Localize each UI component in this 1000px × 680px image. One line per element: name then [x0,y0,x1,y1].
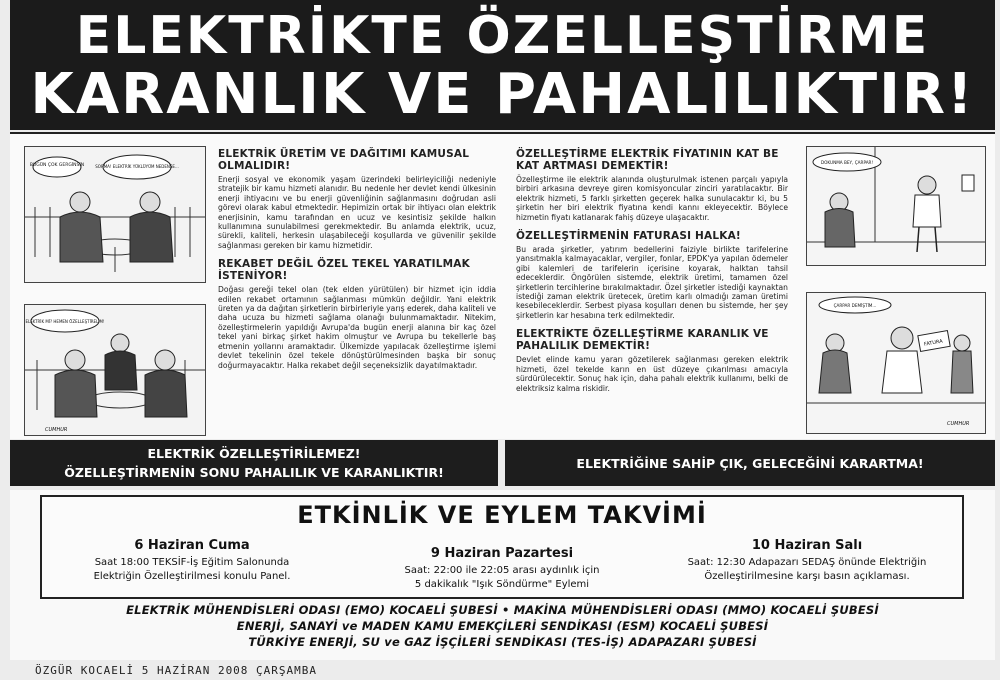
event-detail: Saat 18:00 TEKSİF-İş Eğitim Salonunda [94,557,290,568]
event-detail: Elektriğin Özelleştirilmesi konulu Panel. [93,571,291,582]
section-body: Devlet elinde kamu yararı gözetilerek sağlanması gereken elektrik hizmeti, özel tekelde karın en üst düzeye çıkarılması amacıyla sürdürülecektir. Sonuç hak için, daha pahalı elektrik kullanımı, belki de elektriksiz kalma riskidir. [516,355,788,393]
section-heading: REKABET DEĞİL ÖZEL TEKEL YARATILMAK İSTENİYOR! [218,258,470,283]
event-calendar-box [40,495,964,599]
cartoonist-signature: CUMHUR [947,421,970,427]
article-section [218,258,496,370]
organizer-line: ELEKTRİK MÜHENDİSLERİ ODASI (EMO) KOCAELİ ŞUBESİ • MAKİNA MÜHENDİSLERİ ODASI (MMO) KOCAELİ ŞUBESİ [126,603,879,617]
article-section [516,230,788,320]
event-date: 6 Haziran Cuma [134,538,250,553]
cartoon-bottom-right [806,292,986,434]
bubble-text: BUGÜN ÇOK GERGİNSİN [29,163,85,168]
slogan-line: ELEKTRİĞİNE SAHİP ÇIK, GELECEĞİNİ KARARTMA! [576,455,924,471]
slogan-banner-left [10,440,498,486]
article-section [218,148,496,250]
cartoon-drawing [807,293,985,433]
cartoonist-signature: CUMHUR [45,427,68,433]
cartoon-top-left [24,146,206,283]
cartoon-drawing [25,147,205,282]
section-heading: ÖZELLEŞTİRME ELEKTRİK FİYATININ KAT BE KAT ARTMASI DEMEKTİR! [516,148,779,172]
event-detail: Saat: 22:00 ile 22:05 arası aydınlık için [404,565,600,576]
event-date: 9 Haziran Pazartesi [430,546,574,561]
slogan-line: ELEKTRİK ÖZELLEŞTİRİLEMEZ! [147,446,361,461]
organizer-line: TÜRKİYE ENERJİ, SU ve GAZ İŞÇİLERİ SENDİKASI (TES-İŞ) ADAPAZARI ŞUBESİ [248,635,757,649]
event-detail: 5 dakikalık "Işık Söndürme" Eylemi [414,579,590,590]
cartoon-drawing [25,305,205,435]
section-body: Bu arada şirketler, yatırım bedellerini faiziyle birlikte tarifelerine yansıtmakla kalmayacaklar, vergiler, fonlar, EPDK'ya yapılan ödemeler gibi kalemleri de tarifelerin içerisine koyarak, halktan tahsil edeceklerdir. Öngörülen sistemde, elektrik üretimi, tamamen özel şirketlerin tercihlerine bırakılmaktadır. Özel şirketler istediği kaynaktan istediği zaman elektrik üretecek, üretim karlı olmadığı zaman üretimi kesebileceklerdir. Serbest piyasa koşulları denen bu sistemde, her şey şirketlerin kar hesabına terk edilmektedir. [516,245,788,320]
event-item [52,539,332,584]
section-heading: ELEKTRİK ÜRETİM VE DAĞITIMI KAMUSAL OLMALIDIR! [218,148,470,172]
headline-line-2: KARANLIK VE PAHALILIKTIR! [30,62,975,127]
bubble-text: SORMA! ELEKTRİK YÜKLÜYÜM NEDENSE... [95,164,179,169]
section-body: Enerji sosyal ve ekonomik yaşam üzerindeki belirleyiciliği nedeniyle stratejik bir kamu hizmeti alanıdır. Bu nedenle her devlet kendi ülkesinin enerji ihtiyacını ve bu enerji güvenliğinin sağlanmasını doğrudan asli görevi olarak kabul etmektedir. Hepimizin ortak bir ihtiyacı olan elektrik enerjisinin, kamu tarafından en ucuz ve kesintisiz şekilde halkın kullanımına sunulabilmesi gerekmektedir. Bu anlamda elektrik, ucuz, sürekli, kaliteli, herkesin ulaşabileceği koşullarda ve güvenilir şekilde sağlanması gereken bir kamu hizmetidir. [218,175,496,250]
right-text-column [516,148,788,401]
handwritten-source-note: ÖZGÜR KOCAELİ 5 HAZİRAN 2008 ÇARŞAMBA [35,664,318,677]
event-detail: Saat: 12:30 Adapazarı SEDAŞ önünde Elektriğin [687,557,927,568]
section-body: Özelleştirme ile elektrik alanında oluşturulmak istenen parçalı yapıyla birbiri arkasına devreye giren komisyoncular zinciri yaratılacaktır. Bir elektrik hizmeti, 5 farklı şirketten geçerek halka sunulacaktır ki, bu 5 şirketin her biri elektrik fiyatına kendi kannı ekleyecektir. Böylece hizmetin fiyatı katlanarak fahiş düzeye ulaşacaktır. [516,175,788,222]
bubble-text: ÇARPAR DEMİŞTİM... [833,303,877,308]
headline-line-1: ELEKTRİKTE ÖZELLEŞTİRME [75,6,930,66]
event-detail: Özelleştirilmesine karşı basın açıklaması. [704,571,910,582]
event-item [662,539,952,584]
event-item [352,547,652,592]
section-body: Doğası gereği tekel olan (tek elden yürütülen) bir hizmet için iddia edilen rekabet ortamının sağlanması mümkün değildir. Yani elektrik üreten ya da dağıtan şirketlerin birbirleriyle yarış ederek, daha kaliteli ve daha ucuza bu hizmeti sağlama olanağı bulunmamaktadır. Nitekim, özelleştirmelerin yapıldığı Avrupa'da bugün enerji alanına bir kaç özel tekel yani birkaç şirket hakim olmuştur ve Avrupa bu tekellerle baş etmenin yollarını aramaktadır. Ülkemizde yapılacak özelleştirme işlemi devlet tekelinin özel tekele dönüştürülmesinden başka bir sonuç doğurmayacaktır. Halka rekabet değil seçeneksizlik dayatılmaktadır. [218,285,496,370]
calendar-title: ETKİNLİK VE EYLEM TAKVİMİ [297,501,707,529]
article-section [516,148,788,222]
cartoon-drawing [807,147,985,265]
organizer-list [10,602,995,650]
headline-banner [10,0,995,130]
left-text-column [218,148,496,378]
organizer-line: ENERJİ, SANAYİ ve MADEN KAMU EMEKÇİLERİ SENDİKASI (ESM) KOCAELİ ŞUBESİ [236,619,769,633]
article-body [10,132,995,439]
slogan-banner-right [505,440,995,486]
sign-text: FATURA [923,338,944,348]
cartoon-bottom-left [24,304,206,436]
bubble-text: DOKUNMA BEY, ÇARPAR! [820,160,874,165]
section-heading: ÖZELLEŞTİRMENİN FATURASI HALKA! [516,230,741,243]
article-section [516,328,788,393]
event-calendar-section [10,490,995,660]
section-heading: ELEKTRİKTE ÖZELLEŞTİRME KARANLIK VE PAHALILIK DEMEKTİR! [516,328,769,353]
cartoon-top-right [806,146,986,266]
event-date: 10 Haziran Salı [751,538,863,553]
slogan-line: ÖZELLEŞTİRMENİN SONU PAHALILIK VE KARANLIKTIR! [64,465,444,480]
bubble-text: ELEKTRİK Mİ? HEMEN ÖZELLEŞTİRELİM! [25,319,105,324]
